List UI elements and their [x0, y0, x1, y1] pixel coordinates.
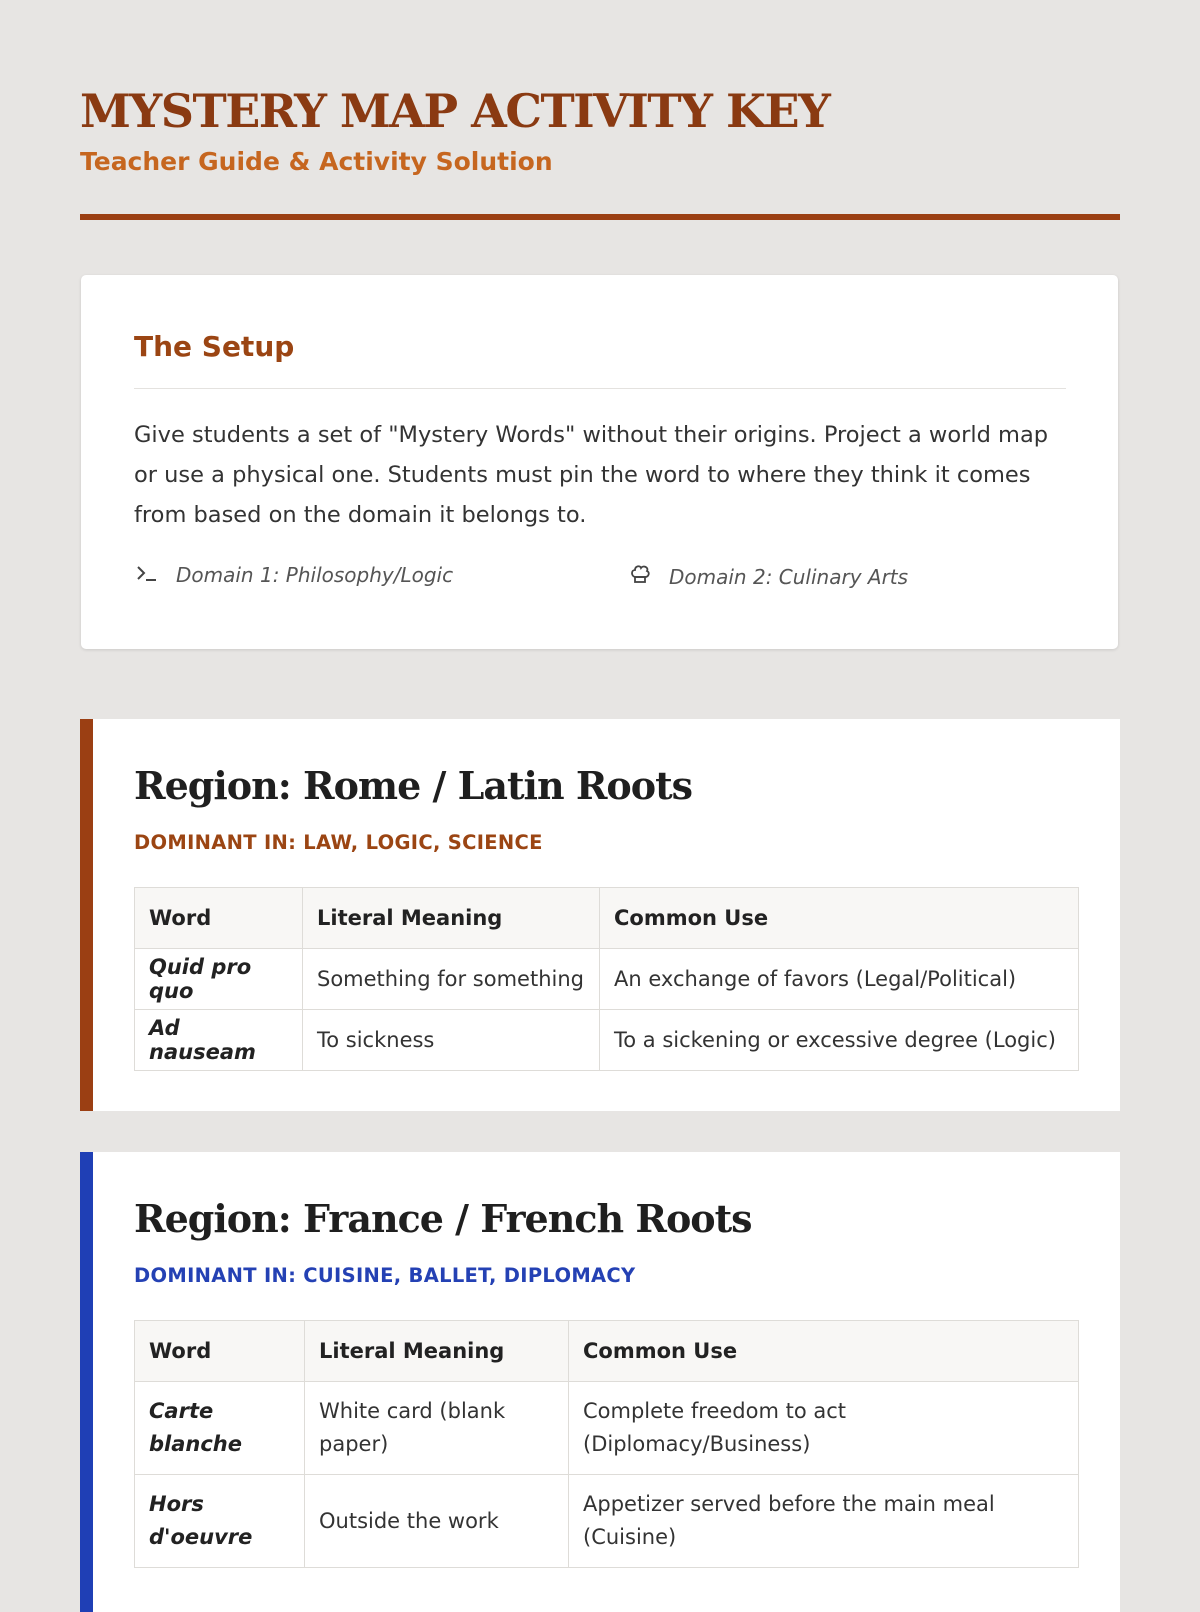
word-cell: Hors d'oeuvre [135, 1475, 305, 1568]
terminal-icon [136, 563, 176, 587]
use-cell: Appetizer served before the main meal (Cuisine) [569, 1475, 1079, 1568]
word-table [134, 1320, 1079, 1568]
chef-hat-icon [629, 563, 669, 590]
word-cell: Carte blanche [135, 1382, 305, 1475]
column-header: Word [135, 1321, 305, 1382]
domain-1-label: Domain 1: Philosophy/Logic [176, 563, 454, 587]
region-dominant: DOMINANT IN: LAW, LOGIC, SCIENCE [134, 831, 543, 854]
page-subtitle: Teacher Guide & Activity Solution [80, 147, 553, 176]
column-header: Common Use [600, 888, 1079, 949]
region-title: Region: France / French Roots [134, 1196, 752, 1241]
domain-1 [136, 563, 453, 587]
page-title: MYSTERY MAP ACTIVITY KEY [80, 84, 830, 138]
region-title: Region: Rome / Latin Roots [134, 763, 693, 808]
column-header: Literal Meaning [305, 1321, 569, 1382]
meaning-cell: Something for something [303, 949, 600, 1010]
setup-title: The Setup [134, 330, 295, 363]
table-row [135, 1382, 1079, 1475]
use-cell: To a sickening or excessive degree (Logic) [600, 1010, 1079, 1071]
meaning-cell: Outside the work [305, 1475, 569, 1568]
setup-description: Give students a set of "Mystery Words" without their origins. Project a world map or use a physical one. Students must pin the word to where they think it comes from based on the domain it belongs to. [134, 422, 1049, 528]
column-header: Literal Meaning [303, 888, 600, 949]
column-header: Common Use [569, 1321, 1079, 1382]
setup-card [81, 275, 1118, 649]
table-row [135, 949, 1079, 1010]
table-row [135, 1010, 1079, 1071]
word-cell: Quid pro quo [135, 949, 303, 1010]
table-row [135, 1475, 1079, 1568]
table-header-row [135, 888, 1079, 949]
word-cell: Ad nauseam [135, 1010, 303, 1071]
header-rule [80, 214, 1120, 220]
region-rome [80, 719, 1120, 1111]
region-france [80, 1152, 1120, 1612]
domain-2-label: Domain 2: Culinary Arts [669, 564, 909, 589]
word-table [134, 887, 1079, 1071]
region-accent-bar [80, 719, 93, 1111]
page-header [80, 82, 1120, 178]
setup-divider [134, 388, 1066, 389]
use-cell: Complete freedom to act (Diplomacy/Business) [569, 1382, 1079, 1475]
domain-2 [629, 563, 908, 590]
column-header: Word [135, 888, 303, 949]
region-dominant: DOMINANT IN: CUISINE, BALLET, DIPLOMACY [134, 1264, 636, 1287]
use-cell: An exchange of favors (Legal/Political) [600, 949, 1079, 1010]
meaning-cell: White card (blank paper) [305, 1382, 569, 1475]
region-accent-bar [80, 1152, 93, 1612]
meaning-cell: To sickness [303, 1010, 600, 1071]
table-header-row [135, 1321, 1079, 1382]
